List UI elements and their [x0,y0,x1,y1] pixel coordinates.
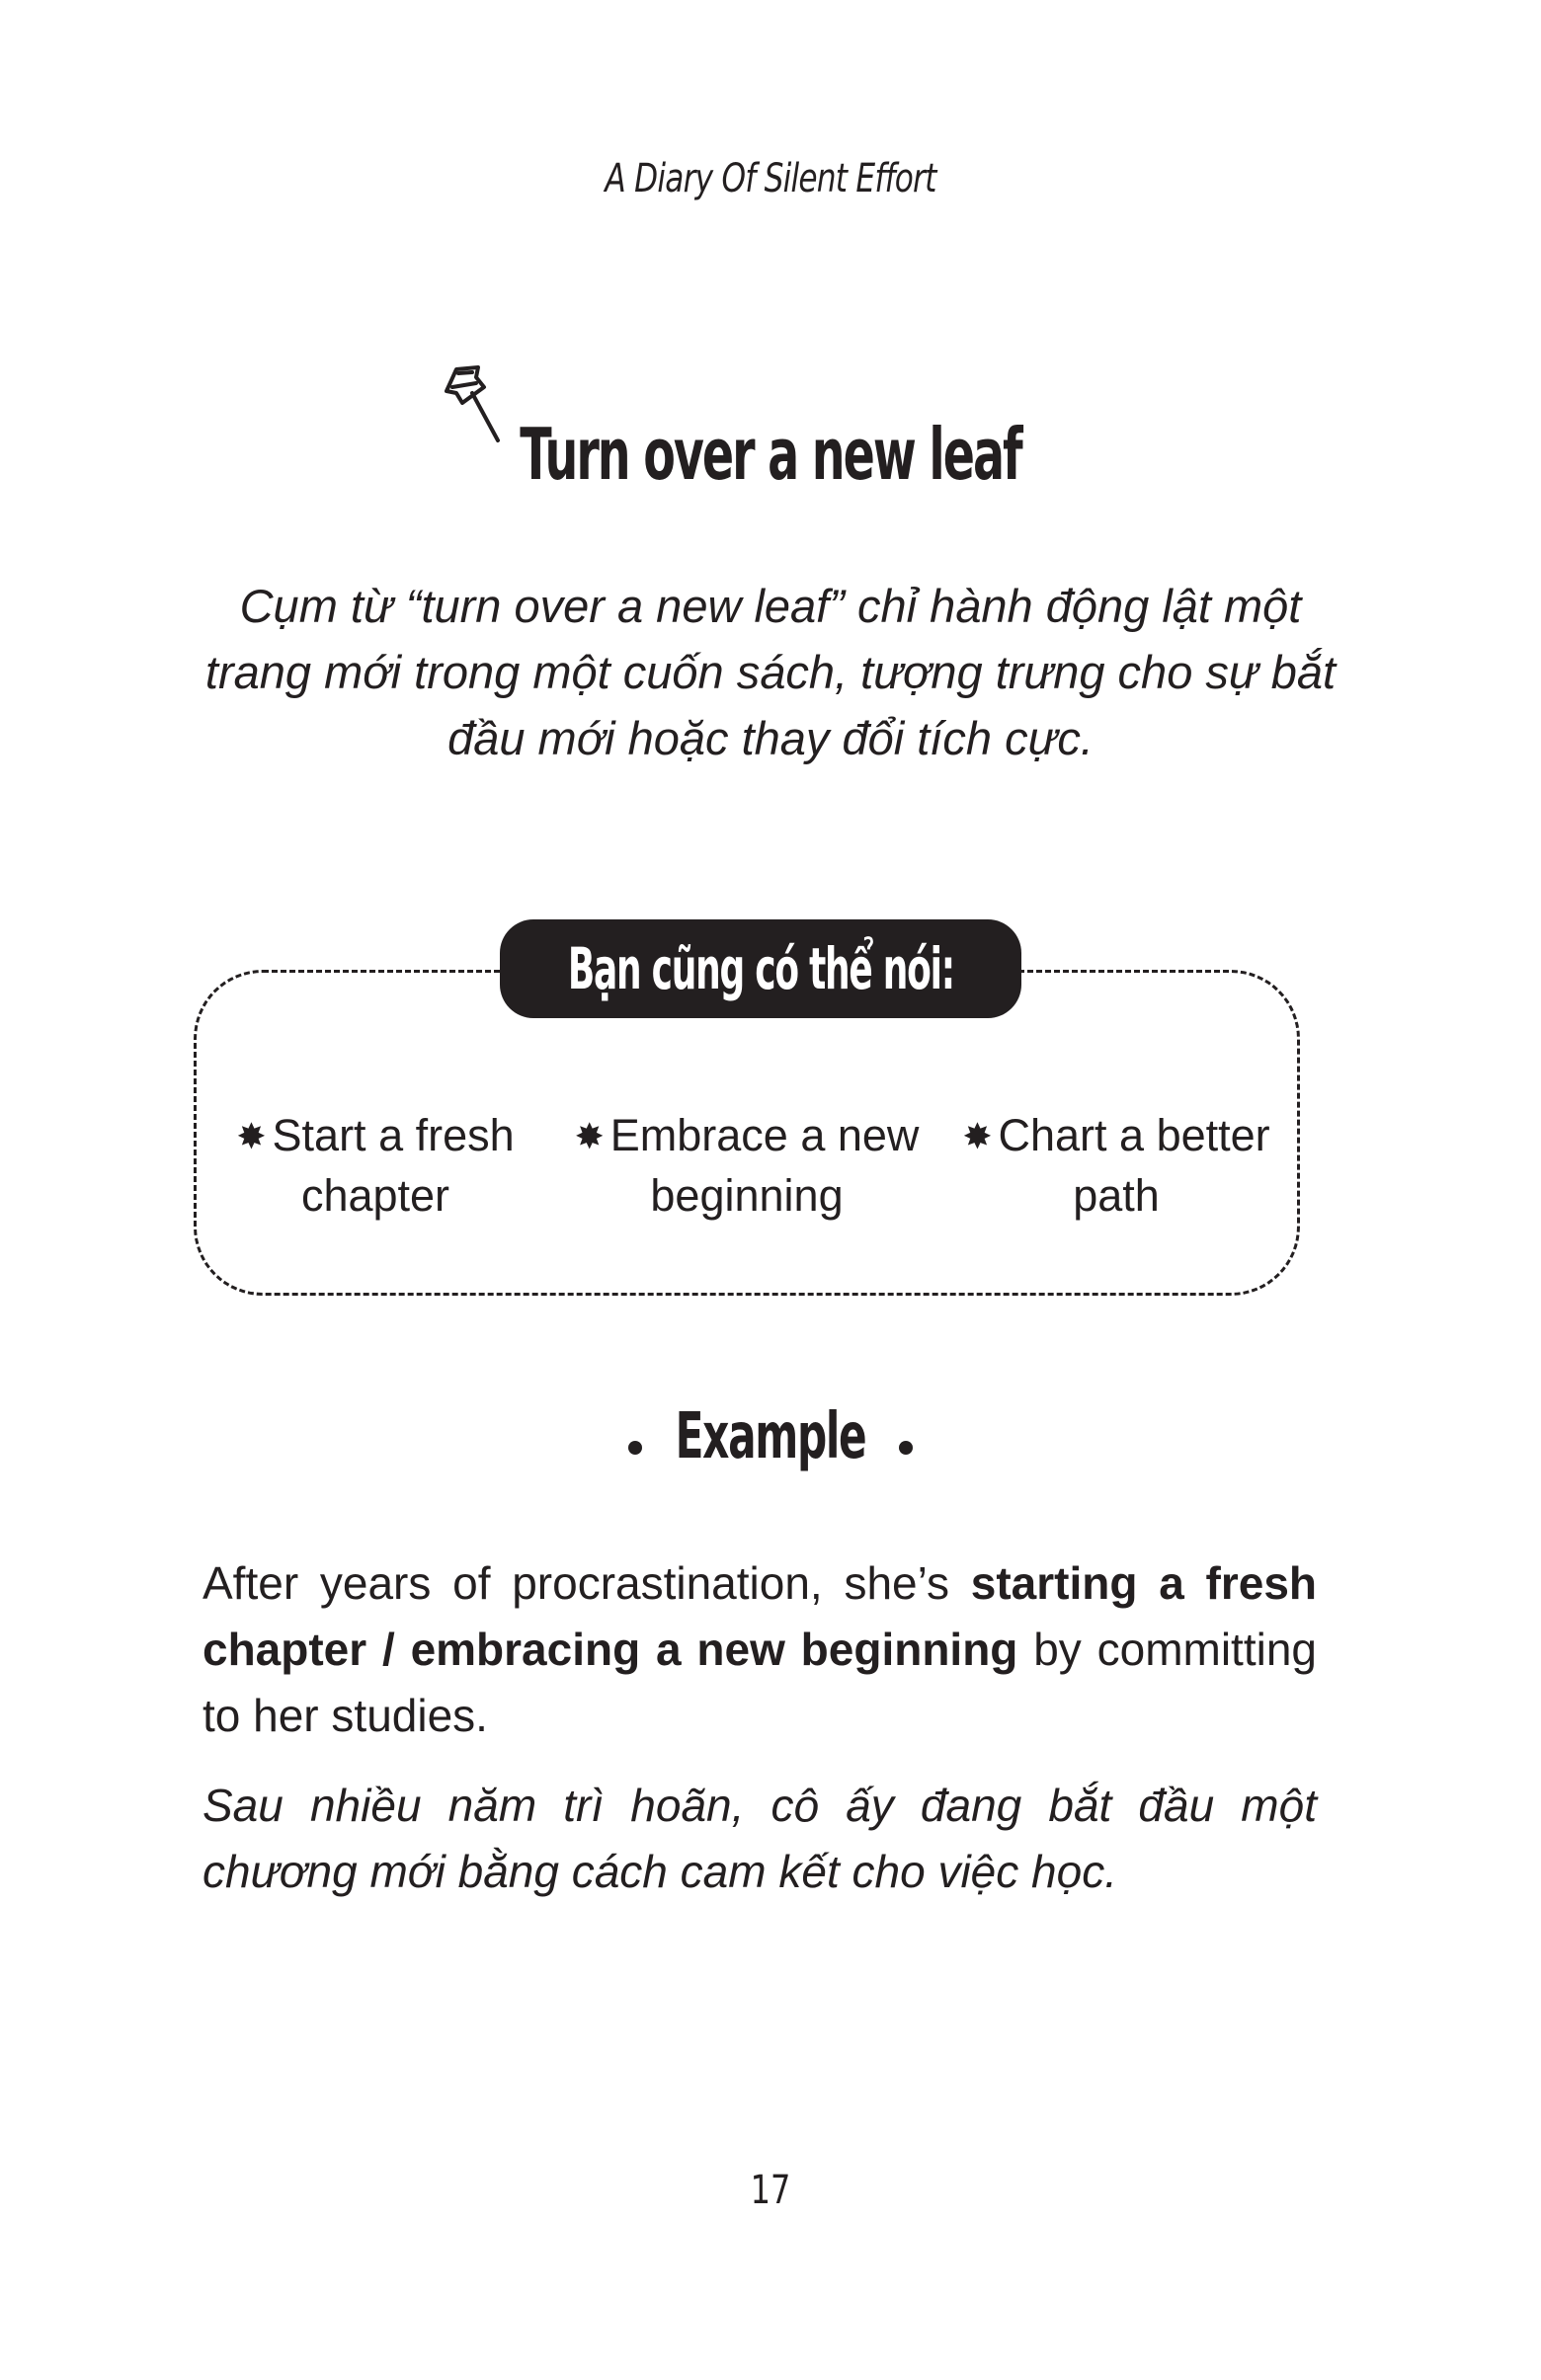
example-english-before: After years of procrastination, she’s [203,1557,971,1609]
example-english-after: by committing to her studies. [203,1624,1317,1741]
alternative-text: Embrace a new beginning [609,1110,920,1221]
example-english [203,1550,1317,1749]
running-header: A Diary Of Silent Effort [605,156,936,201]
page-number: 17 [750,2168,791,2213]
alternatives-label-text: Bạn cũng có thể nói: [567,935,954,1002]
example-vietnamese: Sau nhiều năm trì hoãn, cô ấy đang bắt đầu một chương mới bằng cách cam kết cho việc học. [203,1780,1317,1897]
example-heading [0,1400,1541,1473]
alternative-item [569,1106,925,1226]
alternatives-label [500,919,1021,1018]
alternative-item [938,1106,1294,1226]
example-heading-label: Example [675,1400,866,1473]
star-icon: ✸ [236,1116,267,1156]
alternative-text: Start a fresh chapter [272,1110,515,1221]
entry-title: Turn over a new leaf [520,413,1021,496]
alternative-item [198,1106,553,1226]
bullet-dot-icon [899,1441,913,1455]
example-english-highlight: starting a fresh chapter / embracing a new beginning [203,1557,1317,1675]
bullet-dot-icon [628,1441,642,1455]
star-icon: ✸ [962,1116,993,1156]
star-icon: ✸ [574,1116,605,1156]
definition-text: Cụm từ “turn over a new leaf” chỉ hành động lật một trang mới trong một cuốn sách, tượng trưng cho sự bắt đầu mới hoặc thay đổi tích cực. [204,580,1337,764]
alternative-text: Chart a better path [998,1110,1270,1221]
